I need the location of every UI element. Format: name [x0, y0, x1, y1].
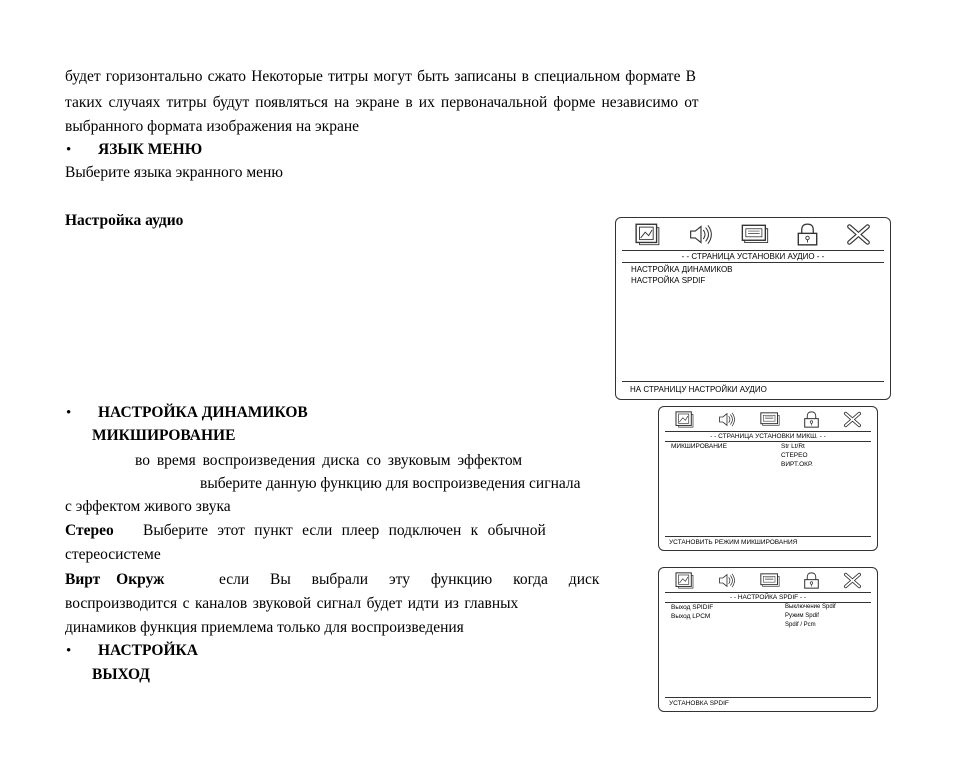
panel-footer — [665, 536, 871, 548]
panel-footer — [622, 381, 884, 396]
panel-title: - - СТРАНИЦА УСТАНОВКИ АУДИО - - — [622, 250, 884, 263]
spdif-panel — [658, 567, 878, 712]
menu-item-mixing[interactable]: МИКШИРОВАНИЕ — [671, 443, 727, 450]
menu-item-speakers[interactable]: НАСТРОЙКА ДИНАМИКОВ — [631, 265, 733, 274]
virtual-label: Вирт Окруж — [65, 571, 165, 588]
speaker-icon[interactable] — [717, 411, 737, 428]
lock-icon[interactable] — [803, 411, 820, 428]
option-spdif-pcm[interactable]: Spdif / Pcm — [785, 622, 816, 628]
picture-icon[interactable] — [675, 572, 694, 589]
paragraph-line: таких случаях титры будут появляться на экране в их первоначальной форме независимо от — [65, 94, 699, 111]
panel-icon-row — [659, 407, 877, 431]
audio-setup-heading: Настройка аудио — [65, 212, 184, 229]
mixing-line: во время воспроизведения диска со звуковым эффектом — [135, 452, 523, 469]
panel-title: - - НАСТРОЙКА SPDIF - - — [665, 592, 871, 603]
panel-title: - - СТРАНИЦА УСТАНОВКИ МИКШ. - - — [665, 431, 871, 442]
option-stereo[interactable]: СТЕРЕО — [781, 452, 808, 459]
paragraph-line: будет горизонтально сжато Некоторые титры могут быть записаны в специальном формате В — [65, 68, 696, 85]
menu-language-heading: ЯЗЫК МЕНЮ — [98, 141, 203, 158]
close-icon[interactable] — [843, 411, 862, 428]
setup-heading: НАСТРОЙКА — [98, 642, 198, 659]
dvd-icon[interactable] — [760, 411, 780, 428]
dvd-icon[interactable] — [741, 223, 769, 246]
panel-footer — [665, 697, 871, 709]
menu-item-spdif[interactable]: НАСТРОЙКА SPDIF — [631, 276, 706, 285]
mixing-line: выберите данную функцию для воспроизведения сигнала — [200, 475, 581, 492]
picture-icon[interactable] — [675, 411, 694, 428]
stereo-label: Стерео — [65, 522, 114, 539]
close-icon[interactable] — [843, 572, 862, 589]
audio-setup-panel — [615, 217, 891, 400]
dvd-icon[interactable] — [760, 572, 780, 589]
option-lt-rt[interactable]: Str Lt/Rt — [781, 443, 805, 450]
speaker-icon[interactable] — [687, 223, 715, 246]
bullet: • — [66, 643, 72, 659]
speaker-icon[interactable] — [717, 572, 737, 589]
option-virtual[interactable]: ВИРТ.ОКР. — [781, 461, 813, 468]
panel-footer-text: НА СТРАНИЦУ НАСТРОЙКИ АУДИО — [630, 385, 767, 394]
mixing-subheading: МИКШИРОВАНИЕ — [92, 427, 236, 444]
panel-footer-text: УСТАНОВКА SPDIF — [669, 700, 729, 707]
stereo-line: стереосистеме — [65, 546, 161, 563]
mixing-line: с эффектом живого звука — [65, 498, 231, 515]
mixing-panel — [658, 406, 878, 551]
menu-item-lpcm-out[interactable]: Выход LPCM — [671, 613, 711, 620]
paragraph-line: выбранного формата изображения на экране — [65, 118, 360, 135]
panel-icon-row — [616, 218, 890, 251]
panel-footer-text: УСТАНОВИТЬ РЕЖИМ МИКШИРОВАНИЯ — [669, 539, 798, 546]
picture-icon[interactable] — [635, 223, 660, 246]
option-spdif-mode[interactable]: Ружим Spdif — [785, 613, 819, 619]
panel-icon-row — [659, 568, 877, 592]
close-icon[interactable] — [846, 223, 871, 246]
lock-icon[interactable] — [796, 223, 819, 246]
lock-icon[interactable] — [803, 572, 820, 589]
menu-language-text: Выберите языка экранного меню — [65, 164, 283, 181]
menu-item-spdif-out[interactable]: Выход SPIDIF — [671, 604, 714, 611]
option-spdif-off[interactable]: Выключение Spdif — [785, 604, 836, 610]
virtual-line: воспроизводится с каналов звуковой сигнал будет идти из главных — [65, 595, 519, 612]
exit-subheading: ВЫХОД — [92, 666, 150, 683]
speakers-heading: НАСТРОЙКА ДИНАМИКОВ — [98, 404, 308, 421]
virtual-line: динамиков функция приемлема только для воспроизведения — [65, 619, 464, 636]
virtual-line: если Вы выбрали эту функцию когда диск — [219, 571, 600, 588]
bullet: • — [66, 405, 72, 421]
stereo-line: Выберите этот пункт если плеер подключен к обычной — [143, 522, 546, 539]
bullet: • — [66, 142, 72, 158]
